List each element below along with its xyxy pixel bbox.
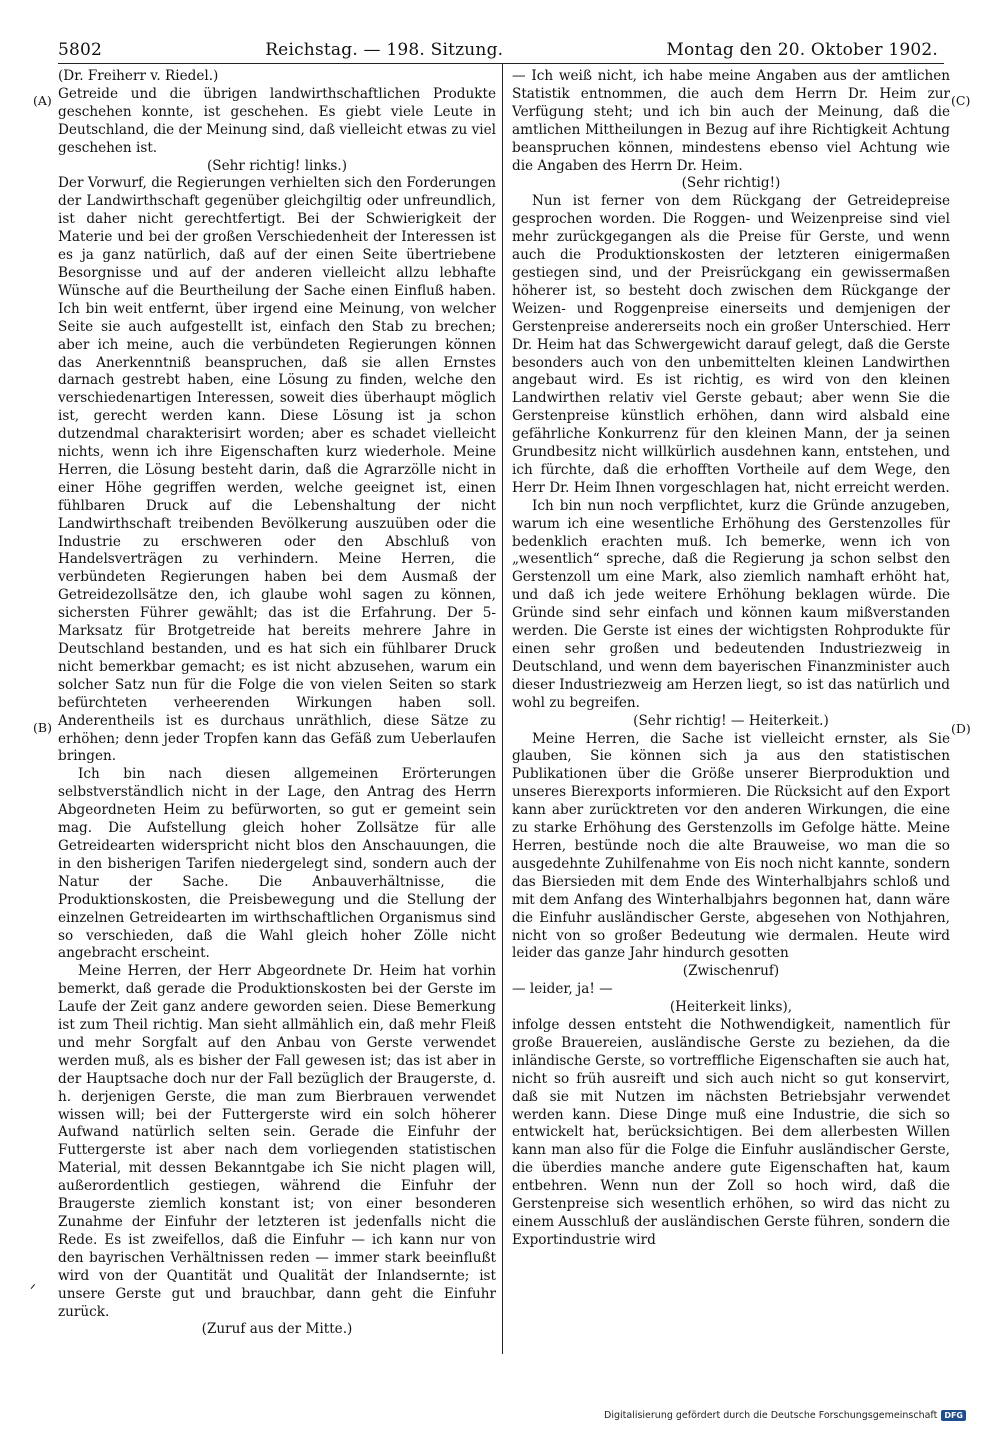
margin-marker-a: (A) (33, 93, 52, 108)
paragraph: Meine Herren, der Herr Abgeordnete Dr. Heim hat vorhin bemerkt, daß gerade die Produktionskosten bei der Gerste im Laufe der Zeit ganz andere geworden seien. Diese Bemerkung ist zum Theil richtig. Man sieht allmählich ein, daß mehr Fleiß und mehr Sorgfalt auf den Anbau von Gerste verwendet werden muß, als es bisher der Fall gewesen ist; das ist aber in der Hauptsache doch nur der Fall bezüglich der Braugerste, d. h. derjenigen Gerste, die man zum Bierbrauen verwendet wissen will; bei der Futtergerste wird ein solch höherer Aufwand natürlich selten sein. Gerade die Einfuhr der Futtergerste ist aber nach dem vorliegenden statistischen Material, mit dessen Bekanntgabe ich Sie nicht plagen will, außerordentlich gestiegen, während die Einfuhr der Braugerste ziemlich konstant ist; von einer besonderen Zunahme der Einfuhr der letzteren ist jedenfalls nicht die Rede. Es ist zweifellos, daß die Einfuhr — ich kann nur von den bayrischen Verhältnissen reden — immer stark beeinflußt wird von der Quantität und Qualität der Inlandsernte; ist unsere Gerste gut und brauchbar, dann geht die Einfuhr zurück. (58, 963, 496, 1320)
header-date: Montag den 20. Oktober 1902. (666, 40, 938, 60)
paragraph: Getreide und die übrigen landwirthschaftlichen Produkte geschehen konnte, ist geschehen. Es giebt viele Leute in Deutschland, die der Meinung sind, daß vielleicht etwas zu viel geschehen ist. (58, 85, 496, 156)
speaker-label: (Dr. Freiherr v. Riedel.) (58, 68, 219, 84)
credit-text: Digitalisierung gefördert durch die Deutsche Forschungsgemeinschaft (604, 1410, 938, 1421)
header-rule (58, 63, 944, 64)
header-title: Reichstag. — 198. Sitzung. (265, 40, 504, 60)
paragraph: Ich bin nun noch verpflichtet, kurz die Gründe anzugeben, warum ich eine wesentliche Erhöhung des Gerstenzolles für bedenklich erachten muß. Ich bemerke, wenn ich von „wesentlich“ spreche, daß die Regierung ja schon selbst den Gerstenzoll um eine Mark, also ziemlich namhaft erhöht hat, und daß ich jede weitere Erhöhung beklagen würde. Die Gründe sind sehr einfach und können kaum mißverstanden werden. Die Gerste ist eines der wichtigsten Rohprodukte für einen sehr großen und bedeutenden Industriezweig in Deutschland, und wenn dem bayerischen Finanzminister auch dieser Industriezweig am Herzen liegt, so ist das natürlich und wohl zu begreifen. (512, 497, 950, 711)
interjection: (Heiterkeit links), (669, 999, 793, 1016)
margin-tick-mark: ᐟ (30, 1282, 36, 1298)
paragraph: Meine Herren, die Sache ist vielleicht ernster, als Sie glauben, Sie können sich ja aus den statistischen Publikationen über die Größe unserer Bierproduktion und unseres Bierexports informieren. Die Rücksicht auf den Export kann aber zurücktreten vor den anderen Wirkungen, die eine zu starke Erhöhung des Gerstenzolls im Gefolge hätte. Meine Herren, bestünde noch die alte Brauweise, wo man die so ausgedehnte Zuhilfenahme von Eis noch nicht kannte, sondern das Biersieden mit dem Ende des Winterhalbjahrs schloß und mit dem Anfang des Winterhalbjahrs begonnen hat, dann wäre die Einfuhr ausländischer Gerste, abgesehen von Nothjahren, nicht von so großer Bedeutung wie dermalen. Heute wird leider das ganze Jahr hindurch gesotten (512, 730, 950, 962)
paragraph: — leider, ja! — (512, 981, 613, 998)
right-column (512, 68, 950, 1250)
paragraph: — Ich weiß nicht, ich habe meine Angaben aus der amtlichen Statistik entnommen, die auch dem Herrn Dr. Heim zur Verfügung steht; und ich bin auch der Meinung, daß die amtlichen Mittheilungen in Bezug auf ihre Richtigkeit Achtung beanspruchen können, mindestens ebenso viel Achtung wie die Angaben des Herrn Dr. Heim. (512, 68, 950, 174)
margin-marker-c: (C) (951, 93, 971, 108)
interjection: (Zwischenruf) (682, 963, 780, 980)
column-divider (502, 64, 503, 1354)
paragraph: Ich bin nach diesen allgemeinen Erörterungen selbstverständlich nicht in der Lage, den Antrag des Herrn Abgeordneten Heim zu befürworten, so gut er gemeint sein mag. Die Aufstellung gleich hoher Zollsätze für alle Getreidearten widerspricht nicht blos den Anschauungen, die in den bisherigen Tarifen niedergelegt sind, sondern auch der Natur der Sache. Die Anbauverhältnisse, die Produktionskosten, die Preisbewegung und die Stellung der einzelnen Getreidearten im wirthschaftlichen Organismus sind so verschieden, daß die Wahl gleich hoher Zölle nicht angebracht erscheint. (58, 766, 496, 962)
margin-marker-b: (B) (33, 720, 52, 735)
page-number: 5802 (58, 40, 103, 60)
running-header (58, 40, 938, 60)
interjection: (Sehr richtig!) (681, 175, 781, 192)
paragraph: Nun ist ferner von dem Rückgang der Getreidepreise gesprochen worden. Die Roggen- und Weizenpreise sind viel mehr zurückgegangen als die Preise für Gerste, und wenn auch die Produktionskosten der letzteren einigermaßen gestiegen sind, und der Preisrückgang ein gewissermaßen höherer ist, so besteht doch zwischen dem Rückgange der Weizen- und Roggenpreise einerseits und demjenigen der Gerstenpreise andererseits noch ein großer Unterschied. Herr Dr. Heim hat das Schwergewicht darauf gelegt, daß die Gerste besonders auch von den unbemittelten kleinen Landwirthen angebaut wird. Es ist richtig, es wird von den kleinen Landwirthen relativ viel Gerste gebaut; aber wenn Sie die Gerstenpreise künstlich erhöhen, dann wird alsbald eine gefährliche Konkurrenz für den kleinen Mann, der ja seinen Grundbesitz nicht willkürlich ausdehnen kann, entstehen, und ich fürchte, daß die erhofften Vortheile auf dem Wege, den Herr Dr. Heim Ihnen vorgeschlagen hat, nicht erreicht werden. (512, 193, 950, 496)
digitization-credit (604, 1410, 966, 1421)
interjection: (Sehr richtig! links.) (206, 157, 348, 174)
left-column (58, 68, 496, 1339)
interjection: (Zuruf aus der Mitte.) (201, 1321, 353, 1338)
paragraph: infolge dessen entsteht die Nothwendigkeit, namentlich für große Brauereien, ausländische Gerste zu beziehen, da die inländische Gerste, so vortreffliche Eigenschaften sie auch hat, nicht so früh ausreift und sich auch nicht so gut konservirt, daß sie mit Nutzen im nächsten Betriebsjahr verwendet werden kann. Diese Dinge muß eine Industrie, die sich so entwickelt hat, berücksichtigen. Bei dem allerbesten Willen kann man also für die Folge die Einfuhr ausländischer Gerste, die überdies manche andere gute Eigenschaften hat, kaum entbehren. Wenn nun der Zoll so hoch wird, daß die Gerstenpreise sich wesentlich erhöhen, so wird das nicht zu einem Ausschluß der ausländischen Gerste führen, sondern die Exportindustrie wird (512, 1017, 950, 1248)
dfg-logo-icon: DFG (941, 1410, 966, 1421)
interjection: (Sehr richtig! — Heiterkeit.) (633, 712, 829, 729)
margin-marker-d: (D) (951, 721, 971, 736)
paragraph: Der Vorwurf, die Regierungen verhielten sich den Forderungen der Landwirthschaft gegenüber gleichgiltig oder unfreundlich, ist daher nicht gerechtfertigt. Bei der Schwierigkeit der Materie und bei der großen Verschiedenheit der Interessen ist es ja ganz natürlich, daß auf der einen Seite übertriebene Besorgnisse und auf der anderen vielleicht allzu lebhafte Wünsche auf die Beurtheilung der Sache einen Einfluß haben. Ich bin weit entfernt, über irgend eine Meinung, von welcher Seite sie auch aufgestellt ist, einfach den Stab zu brechen; aber ich meine, auch die verbündeten Regierungen können das Anerkenntniß beanspruchen, daß sie allen Ernstes darnach gestrebt haben, eine Lösung zu finden, welche den verschiedenartigen Interessen, soweit dies überhaupt möglich ist, gerecht werden kann. Diese Lösung ist ja schon dutzendmal charakterisirt worden; aber es schadet vielleicht nichts, wenn ich ihre Eigenschaften kurz wiederhole. Meine Herren, die Lösung besteht darin, daß die Agrarzölle nicht in einer Höhe gegriffen werden, welche geeignet ist, einen fühlbaren Druck auf die Lebenshaltung der nicht Landwirthschaft treibenden Bevölkerung auszuüben oder die Industrie zu erschweren oder den Abschluß von Handelsverträgen zu verhindern. Meine Herren, die verbündeten Regierungen haben bei dem Ausmaß der Getreidezollsätze den, ich glaube wohl sagen zu können, sichersten Führer gewählt; das ist die Erfahrung. Der 5-Marksatz für Brotgetreide hat bereits mehrere Jahre in Deutschland bestanden, und es hat sich ein fühlbarer Druck nicht bemerkbar gemacht; es ist nicht abzusehen, warum ein solcher Satz nun für die Folge die von vielen Seiten so stark befürchteten verheerenden Wirkungen haben soll. Anderentheils ist es durchaus unräthlich, diese Sätze zu erhöhen; denn jeder Tropfen kann das Gefäß zum Ueberlaufen bringen. (58, 175, 496, 765)
